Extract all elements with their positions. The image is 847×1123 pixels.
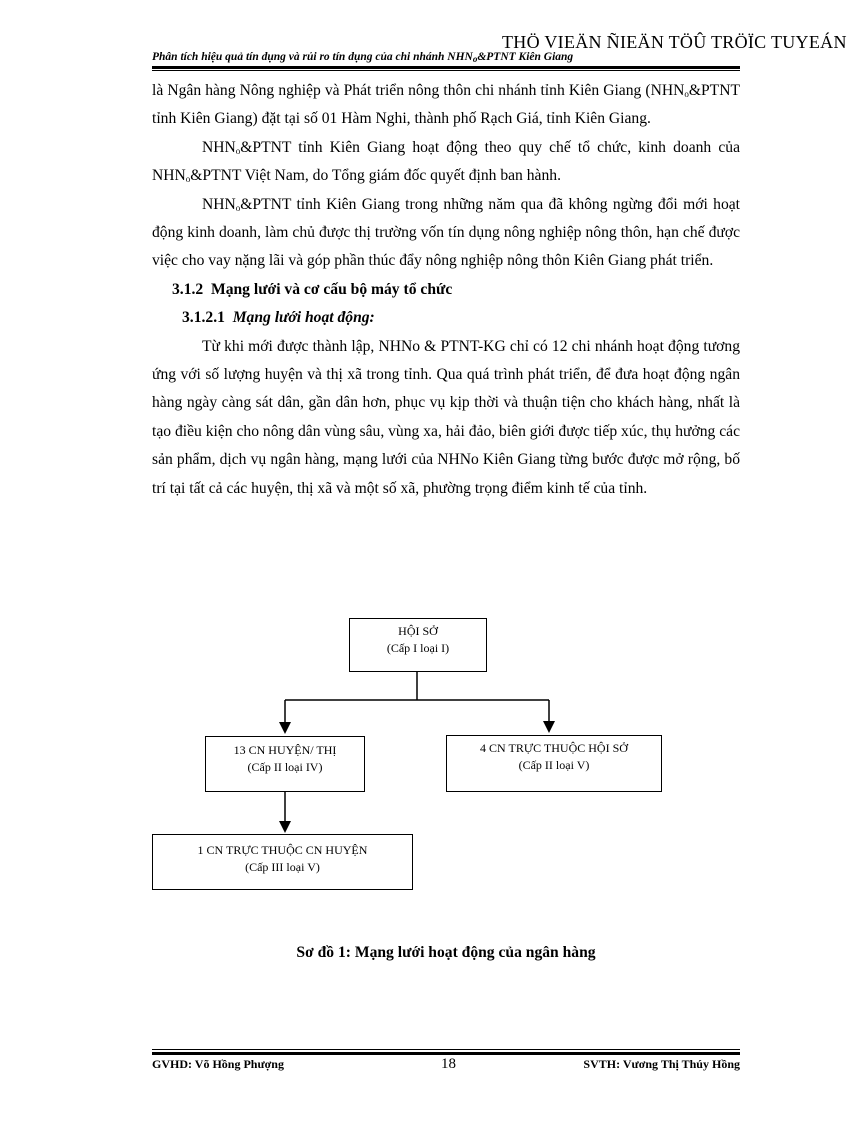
p1-sub: o <box>684 89 689 99</box>
p3-a: NHN <box>202 195 236 213</box>
page-footer <box>152 1056 740 1074</box>
direct-branches-name: 4 CN TRỰC THUỘC HỘI SỞ <box>480 741 628 755</box>
header-rule-thick <box>152 66 740 69</box>
section-heading-3-1-2 <box>152 276 740 304</box>
p3-sub: o <box>235 202 241 213</box>
footer-student: SVTH: Vương Thị Thúy Hồng <box>583 1057 740 1071</box>
p1-end: &PTNT tỉnh Kiên Giang) đặt tại số 01 Hàm Nghi, thành phố Rạch Giá, tỉnh Kiên Giang. <box>152 82 740 128</box>
section-title: Mạng lưới và cơ cấu bộ máy tổ chức <box>210 280 453 298</box>
library-watermark: THÖ VIEÄN ÑIEÄN TÖÛ TRÖÏC TUYEÁN <box>502 32 847 52</box>
footer-advisor: GVHD: Võ Hồng Phượng <box>152 1057 284 1071</box>
box-district-branches <box>205 736 365 792</box>
box-sub-branch <box>152 834 413 890</box>
paragraph-3 <box>152 191 740 276</box>
footer-page-number: 18 <box>441 1056 456 1072</box>
section-number: 3.1.2 <box>172 280 204 298</box>
subsection-heading-3-1-2-1 <box>152 304 740 332</box>
p3-b: &PTNT tỉnh Kiên Giang trong những năm qua đã không ngừng đổi mới hoạt động kinh doanh, làm chủ được thị trường vốn tín dụng nông nghiệp nông thôn, hạn chế được việc cho vay nặng lãi và góp phần thúc đẩy nông nghiệp nông thôn Kiên Giang phát triển. <box>152 195 740 270</box>
sub-branch-name: 1 CN TRỰC THUỘC CN HUYỆN <box>197 843 368 857</box>
figure-caption: Sơ đồ 1: Mạng lưới hoạt động của ngân hàng <box>296 944 596 961</box>
district-branches-name: 13 CN HUYỆN/ THỊ <box>233 743 337 757</box>
paragraph-2 <box>152 134 740 191</box>
p2-b: &PTNT tỉnh Kiên Giang hoạt động theo quy chế tổ chức, kinh doanh của NHN <box>152 138 740 185</box>
district-branches-level: (Cấp II loại IV) <box>247 760 323 774</box>
header-title-prefix: Phân tích hiệu quả tín dụng và rủi ro tín dụng của chi nhánh NHN <box>152 51 473 63</box>
paragraph-4: Từ khi mới được thành lập, NHNo & PTNT-KG chỉ có 12 chi nhánh hoạt động tương ứng với số lượng huyện và thị xã trong tỉnh. Qua quá trình phát triển, để đưa hoạt động ngân hàng ngày càng sát dân, gần dân hơn, phục vụ kịp thời và thuận tiện cho khách hàng, nhất là tạo điều kiện cho nông dân vùng sâu, vùng xa, hải đảo, biên giới được tiếp xúc, thụ hưởng các sản phẩm, dịch vụ ngân hàng, mạng lưới của NHNo Kiên Giang từng bước được mở rộng, bố trí tại tất cả các huyện, thị xã và một số xã, phường trọng điểm kinh tế của tỉnh. <box>152 337 740 497</box>
sub-branch-level: (Cấp III loại V) <box>245 860 320 874</box>
box-head-office <box>349 618 487 672</box>
footer-rule-thick <box>152 1052 740 1055</box>
box-direct-branches <box>446 735 662 792</box>
head-office-level: (Cấp I loại I) <box>386 641 450 655</box>
paragraph-1 <box>152 77 740 134</box>
header-title-suffix: &PTNT Kiên Giang <box>477 51 574 63</box>
footer-rule-thin <box>152 1049 740 1050</box>
head-office-name: HỘI SỞ <box>398 624 438 638</box>
subsection-number: 3.1.2.1 <box>182 309 225 327</box>
direct-branches-level: (Cấp II loại V) <box>518 758 590 772</box>
p2-sub: o <box>235 145 241 156</box>
p2-sub2: o <box>185 174 191 185</box>
page-content <box>152 77 740 503</box>
p1-text: là Ngân hàng Nông nghiệp và Phát triển nông thôn chi nhánh tỉnh Kiên Giang (NHN <box>152 82 685 99</box>
header-rule-thin <box>152 70 740 71</box>
subsection-title: Mạng lưới hoạt động: <box>232 309 375 327</box>
p2-a: NHN <box>202 138 236 156</box>
header-title-sub: o <box>472 54 478 64</box>
running-header <box>152 51 712 63</box>
p2-c: &PTNT Việt Nam, do Tổng giám đốc quyết định ban hành. <box>190 167 561 185</box>
